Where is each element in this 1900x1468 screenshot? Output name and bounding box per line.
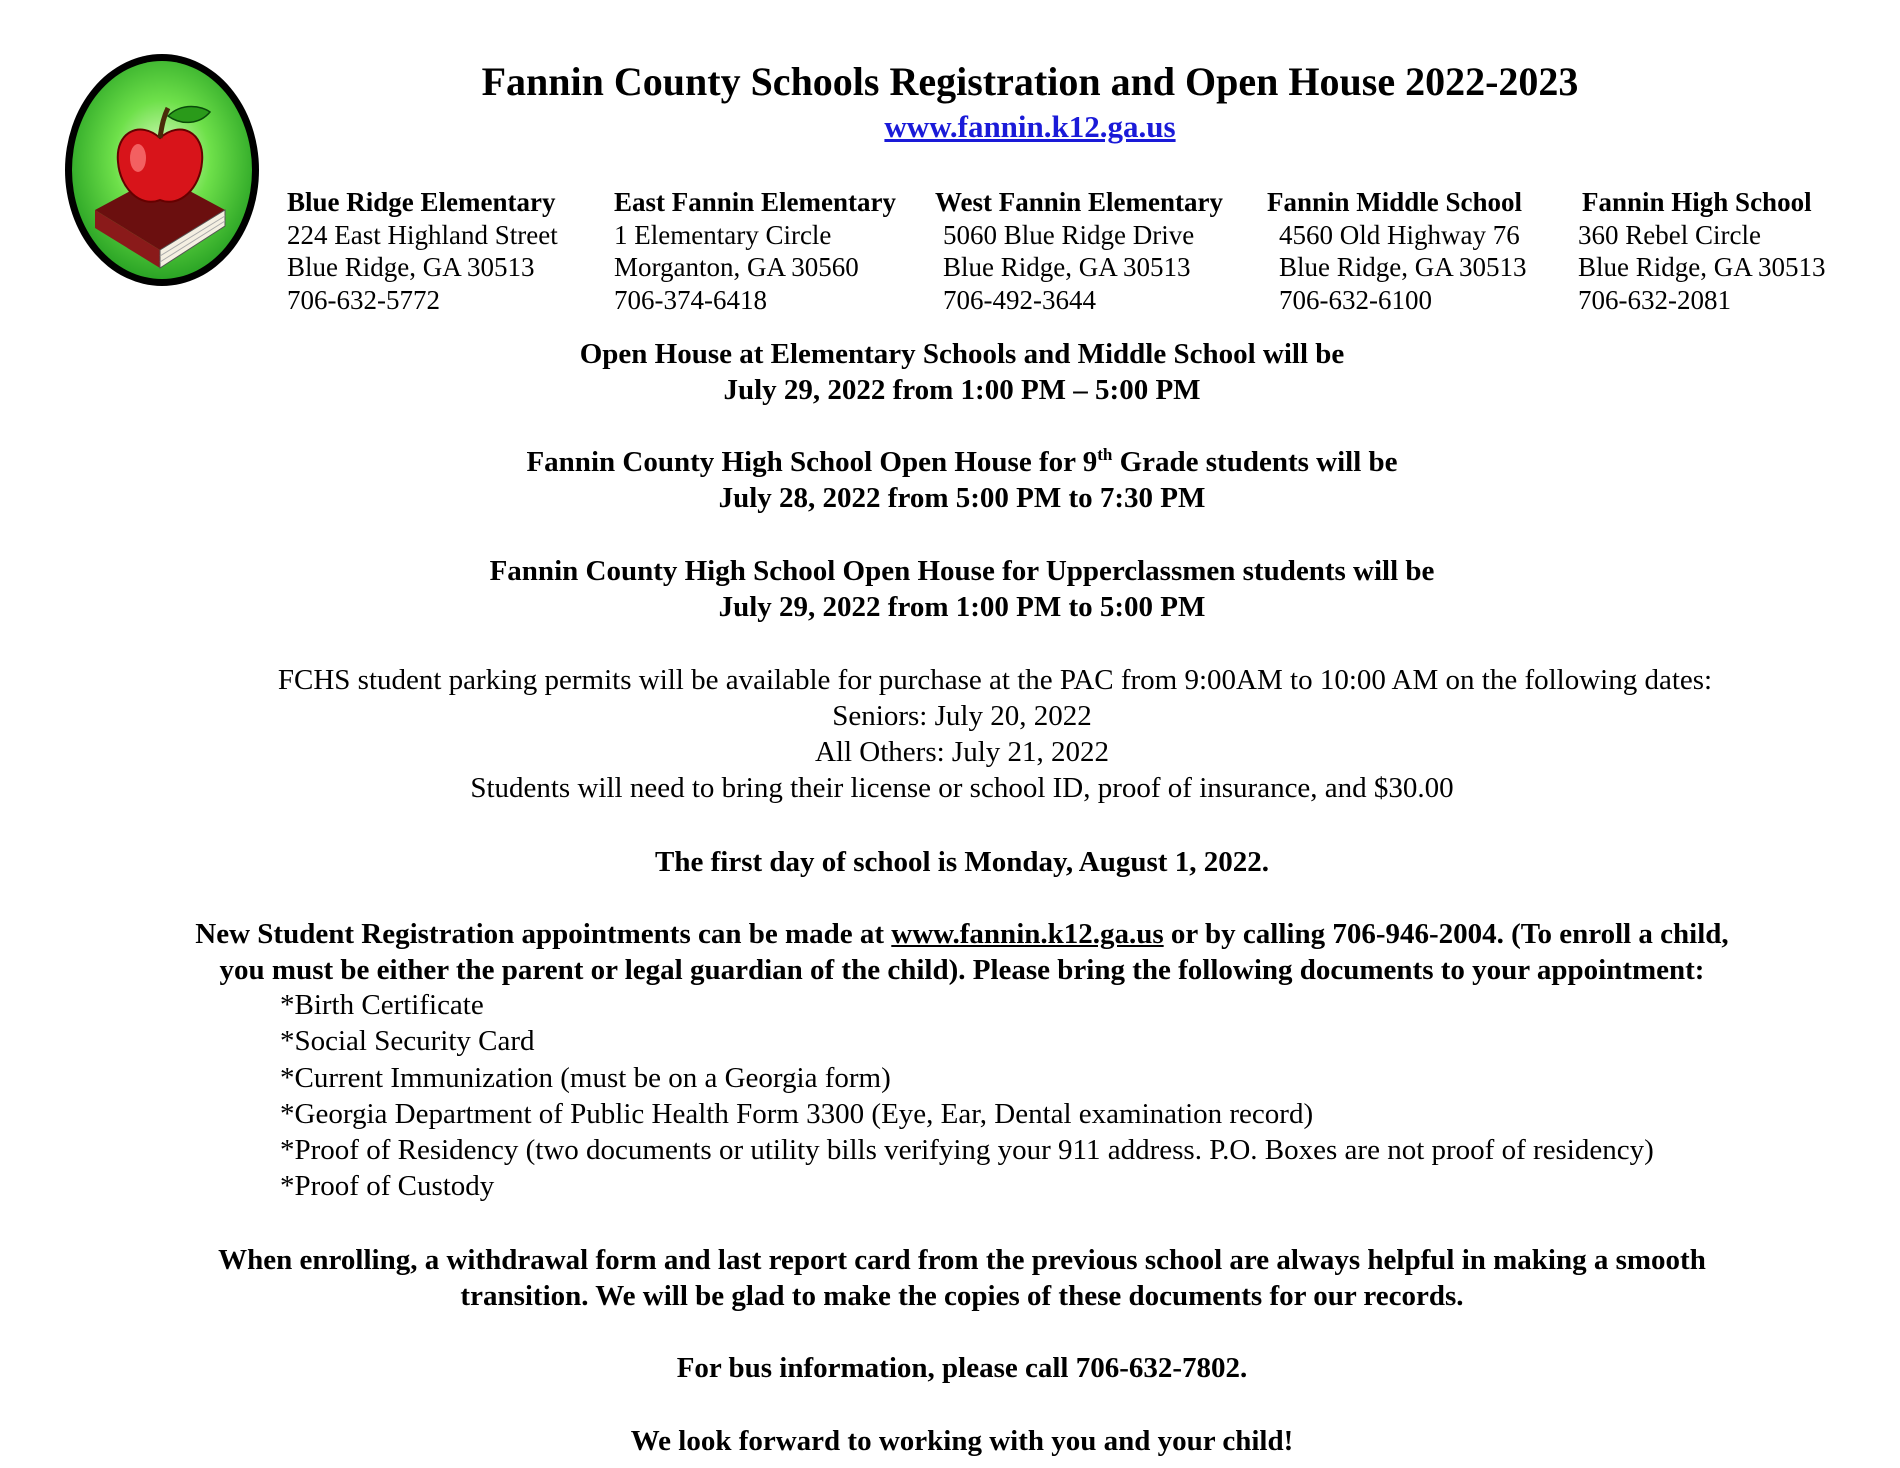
school-name: Fannin High School [1582, 187, 1812, 217]
school-west-fannin-elementary [935, 186, 1223, 316]
registration-line2: you must be either the parent or legal guardian of the child). Please bring the following documents to your appointment: [219, 954, 1705, 986]
school-street: 5060 Blue Ridge Drive [943, 219, 1195, 250]
school-name: West Fannin Elementary [935, 187, 1223, 217]
ninth-superscript: th [1097, 445, 1113, 464]
list-item: *Georgia Department of Public Health Form 3300 (Eye, Ear, Dental examination record) [280, 1097, 1314, 1130]
list-item: *Proof of Custody [280, 1170, 495, 1203]
open-house-upper-line1: Fannin County High School Open House for Upperclassmen students will be [489, 555, 1435, 587]
school-street: 224 East Highland Street [287, 219, 558, 250]
school-fannin-high [1578, 186, 1826, 316]
parking-seniors-date: Seniors: July 20, 2022 [832, 700, 1092, 732]
enrolling-line1: When enrolling, a withdrawal form and last report card from the previous school are always helpful in making a smooth [218, 1244, 1706, 1276]
list-item: *Proof of Residency (two documents or utility bills verifying your 911 address. P.O. Boxes are not proof of residency) [280, 1134, 1654, 1167]
list-item: *Current Immunization (must be on a Georgia form) [280, 1061, 891, 1094]
closing-message: We look forward to working with you and your child! [630, 1425, 1294, 1457]
list-item: *Birth Certificate [280, 989, 484, 1021]
school-phone: 706-632-6100 [1279, 284, 1432, 315]
school-street: 1 Elementary Circle [614, 219, 832, 250]
enrolling-tip [0, 1242, 1900, 1314]
page-title: Fannin County Schools Registration and Open House 2022-2023 [481, 59, 1579, 104]
open-house-ninth-line1 [0, 444, 1900, 480]
school-phone: 706-632-2081 [1578, 284, 1731, 315]
parking-info: FCHS student parking permits will be available for purchase at the PAC from 9:00AM to 10:00 AM on the following dates: [277, 664, 1713, 696]
school-east-fannin-elementary [614, 186, 896, 316]
parking-others-date: All Others: July 21, 2022 [814, 736, 1110, 768]
required-documents-list [280, 987, 1654, 1205]
open-house-ninth-date: July 28, 2022 from 5:00 PM to 7:30 PM [718, 482, 1206, 514]
school-city: Blue Ridge, GA 30513 [1578, 252, 1826, 282]
school-blue-ridge-elementary [287, 186, 558, 316]
school-city: Blue Ridge, GA 30513 [1279, 252, 1527, 282]
open-house-elementary [0, 336, 1900, 408]
open-house-elementary-line1: Open House at Elementary Schools and Middle School will be [579, 338, 1345, 370]
bus-info: For bus information, please call 706-632-7802. [676, 1352, 1248, 1384]
school-phone: 706-492-3644 [943, 284, 1096, 315]
registration-text-post: or by calling 706-946-2004. (To enroll a child, [1163, 918, 1729, 950]
school-city: Morganton, GA 30560 [614, 252, 859, 282]
ninth-text-pre: Fannin County High School Open House for 9 [526, 446, 1098, 478]
first-day-notice: The first day of school is Monday, August 1, 2022. [655, 846, 1269, 878]
school-phone: 706-374-6418 [614, 284, 767, 315]
open-house-elementary-date: July 29, 2022 from 1:00 PM – 5:00 PM [723, 374, 1201, 406]
school-name: Blue Ridge Elementary [287, 187, 556, 217]
registration-link[interactable]: www.fannin.k12.ga.us [891, 918, 1164, 950]
website-link[interactable]: www.fannin.k12.ga.us [884, 109, 1176, 144]
school-fannin-middle [1267, 186, 1527, 316]
registration-info [0, 916, 1900, 988]
school-name: Fannin Middle School [1267, 187, 1523, 217]
parking-requirements: Students will need to bring their license or school ID, proof of insurance, and $30.00 [470, 772, 1454, 804]
school-city: Blue Ridge, GA 30513 [287, 252, 535, 282]
registration-line1 [0, 916, 1900, 952]
open-house-upperclassmen [0, 553, 1900, 625]
school-street: 4560 Old Highway 76 [1279, 219, 1520, 250]
school-name: East Fannin Elementary [614, 187, 897, 217]
school-city: Blue Ridge, GA 30513 [943, 252, 1191, 282]
list-item: *Social Security Card [280, 1025, 535, 1058]
enrolling-line2: transition. We will be glad to make the copies of these documents for our records. [460, 1280, 1464, 1312]
open-house-upper-date: July 29, 2022 from 1:00 PM to 5:00 PM [718, 591, 1206, 623]
ninth-text-post: Grade students will be [1112, 446, 1398, 478]
registration-text-pre: New Student Registration appointments can be made at [195, 918, 892, 950]
open-house-ninth-grade [0, 444, 1900, 516]
parking-permits [0, 662, 1900, 806]
school-phone: 706-632-5772 [287, 284, 440, 315]
school-street: 360 Rebel Circle [1578, 219, 1761, 250]
